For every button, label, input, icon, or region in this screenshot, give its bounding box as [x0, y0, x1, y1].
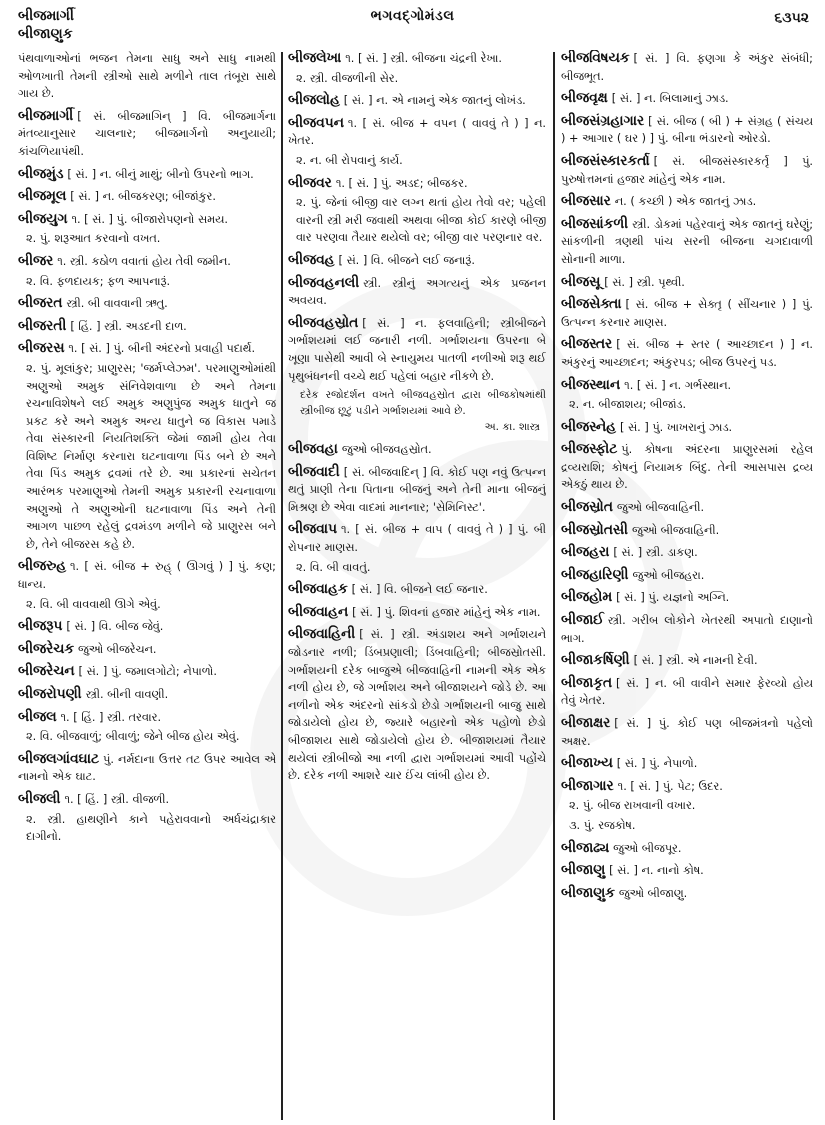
dictionary-entry	[18, 663, 276, 681]
entry-sense: ૨. પું. મૂલાંકુર; પ્રાણુરસ; 'જર્મપ્લેઝમ'. પરમાણુઓમાંથી અણુઓ અમુક સંનિવેશવાળા છે અને તેમના રચનાવિશેષને લઈ અમુક અણુપુંજ અમુક ધાતુને જ પ્રકટ કરે અને અમુક અન્ય ધાતુને જ વિકાસ પમાડે તેવા સંસ્કારની નિયતિશક્તિ જેમાં જામી હોય તેવા વિશિષ્ટ નિર્માણ કરનારા ઘટનાવાળા પિંડ બને છે અને તેવા પિંડ અમુક દ્રવમાં તરે છે. આ પ્રકારનાં સચેતન આરંભક પરમાણુઓ તેમની અમુક પ્રકારની રચનાવાળા અણુઓ તે અણુઓની ઘટનાવાળા પિંડ અને તેની આગળ પાછળ રહેલું દ્રવમંડળ મળીને જે પ્રાણુરસ બને છે, તેને બીજરસ કહે છે.	[26, 361, 276, 551]
entry-definition: સ્ત્રી. બી વાવવાની ઋતુ.	[66, 297, 168, 311]
dictionary-entry	[18, 108, 276, 161]
entry-definition: સ્ત્રી. સ્ત્રીનું અગત્યનું એક પ્રજનન અવયવ.	[288, 276, 546, 308]
entry-headword: બીજસાંકળી	[561, 215, 629, 232]
entry-headword: બીજલગાંવઘાટ	[18, 750, 99, 767]
dictionary-entry	[288, 521, 546, 576]
entry-definition: [ સં. ] સ્ત્રી. ડાકણ.	[613, 546, 698, 560]
entry-headword: બીજવાદી	[288, 463, 340, 480]
entry-definition: [ સં. ] વિ. બીજ જેવું.	[66, 620, 164, 634]
dictionary-entry	[288, 604, 546, 622]
entry-headword: બીજવહ	[288, 251, 335, 268]
entry-definition: ન. ( કચ્છી ) એક જાતનું ઝાડ.	[614, 195, 757, 209]
entry-headword: બીજસ્ફોટ	[561, 441, 618, 458]
entry-headword: બીજાઈ	[561, 612, 604, 629]
dictionary-entry	[561, 612, 813, 647]
dictionary-entry	[561, 862, 813, 880]
dictionary-entry	[18, 686, 276, 704]
entry-headword: બીજમુંડ	[18, 165, 64, 182]
entry-headword: બીજવૃક્ષ	[561, 90, 608, 107]
entry-sense: ૨. વિ. બી વાવતું.	[296, 560, 371, 574]
entry-headword: બીજલેખા	[288, 50, 342, 66]
dictionary-entry	[288, 441, 546, 459]
dictionary-entry	[288, 50, 546, 87]
entry-headword: બીજલી	[18, 790, 61, 807]
dictionary-entry	[288, 275, 546, 310]
entry-headword: બીજસંગ્રહાગાર	[561, 112, 645, 129]
entry-headword: બીજાણુ	[561, 862, 606, 879]
entry-headword: બીજાઢ્ય	[561, 839, 610, 856]
entry-headword: બીજસ્તર	[561, 336, 613, 353]
entry-definition: [ સં. બીજ + સેક્તૃ ( સીંચનાર ) ] પું. ઉત્પન્ન કરનાર માણસ.	[561, 298, 813, 329]
entry-definition: ૧. [ હિં. ] સ્ત્રી. વીજળી.	[64, 792, 170, 806]
dictionary-entry	[561, 755, 813, 773]
page-header	[0, 0, 825, 46]
dictionary-entry	[561, 216, 813, 269]
entry-headword: બીજહરા	[561, 544, 610, 561]
dictionary-entry	[288, 581, 546, 599]
entry-headword: બીજરસ	[18, 340, 65, 357]
entry-headword: બીજવર	[288, 174, 332, 191]
entry-headword: બીજાખ્ય	[561, 755, 613, 772]
entry-headword: બીજસ્રોત	[561, 499, 613, 516]
entry-headword: બીજલોહ	[288, 92, 340, 109]
entry-headword: બીજસેક્તા	[561, 296, 622, 313]
entry-definition: જુઓ બીજવાહિની.	[616, 501, 705, 515]
dictionary-entry	[561, 90, 813, 108]
entry-definition: સ્ત્રી. ગરીબ લોકોને ખેતરથી અપાતો દાણાનો ભાગ.	[561, 614, 813, 645]
entry-definition: [ સં. ] ન. એ નામનું એક જાતનું લોખંડ.	[343, 94, 526, 108]
column-1	[18, 50, 276, 1122]
entry-definition: ૧. [ સં. ] પું. બીની અંદરનો પ્રવાહી પદાર્થ.	[68, 342, 256, 356]
dictionary-entry	[561, 567, 813, 585]
guide-word-first: બીજમાર્ગી	[18, 8, 75, 24]
entry-headword: બીજમૂલ	[18, 188, 67, 205]
column-2	[288, 50, 546, 1122]
entry-headword: બીજવહા	[288, 441, 338, 458]
entry-definition: [ સં. ] ન. ફલવાહિની; સ્ત્રીબીજને ગર્ભાશયમાં લઈ જનારી નળી. ગર્ભાશયના ઉપરના બે ખૂણા પાસેથી આવી બે સ્નાયુમય પાતળી નળીઓ શરૂ થઈ પૃથુબંધનની વચ્ચે થઈ પહેલાં બહાર નીકળે છે.	[288, 316, 546, 383]
entry-headword: બીજસૂ	[561, 273, 601, 290]
entry-definition: ૧. [ સં. ] સ્ત્રી. બીજના ચંદ્રની રેખા.	[345, 52, 503, 65]
dictionary-entry	[561, 652, 813, 670]
entry-definition: [ સં. બીજવાદિન્ ] વિ. કોઈ પણ નવું ઉત્પન્ન થતું પ્રાણી તેના પિતાના બીજનું અને તેની માના બીજનું મિશ્રણ છે એવા વાદમાં માનનાર; 'સેમિનિસ્ટ'.	[288, 465, 546, 514]
dictionary-entry	[18, 340, 276, 553]
dictionary-entry	[288, 175, 546, 247]
dictionary-entry	[288, 115, 546, 170]
entry-sense: ૨. સ્ત્રી. વીજળીની સેર.	[296, 71, 399, 85]
entry-definition: ૧. સ્ત્રી. કઠોળ વવાતાં હોય તેવી જમીન.	[57, 254, 231, 268]
entry-definition: ૧. [ સં. ] ન. ગર્ભસ્થાન.	[624, 378, 732, 392]
entry-headword: બીજાણુક	[561, 884, 615, 901]
dictionary-entry	[561, 419, 813, 437]
entry-sense: ૨. ન. બી રોપવાનું કાર્ય.	[296, 153, 403, 167]
entry-definition: [ સં. ] પું. શિવનાં હજાર માંહેનું એક નામ.	[352, 605, 541, 619]
entry-headword: બીજાગાર	[561, 777, 614, 794]
dictionary-entry	[288, 252, 546, 270]
entry-definition: જુઓ બીજપૂર.	[613, 841, 682, 855]
dictionary-entry	[18, 295, 276, 313]
entry-headword: બીજાક્ષર	[561, 715, 611, 731]
entry-headword: બીજવાહન	[288, 603, 349, 620]
entry-definition: [ સં. ] ન. બી વાવીને સમાર ફેરવ્યો હોય તેવું ખેતર.	[561, 676, 813, 708]
entry-definition: [ સં. ] પું. કોઈ પણ બીજમંત્રનો પહેલો અક્ષર.	[561, 717, 813, 748]
entry-definition: [ સં. ] ન. બીજકરણ; બીજાંકુર.	[70, 190, 216, 204]
dictionary-entry	[18, 211, 276, 248]
quote-source: અ. કા. શાસ્ત્ર	[484, 421, 540, 434]
dictionary-entry	[561, 499, 813, 517]
entry-definition: જુઓ બીજવહસ્રોત.	[341, 443, 432, 457]
entry-definition: ૧. [ સં. બીજ + રુહ્ ( ઊગવું ) ] પું. કણ; ધાન્ય.	[18, 560, 276, 592]
entry-headword: બીજરત	[18, 295, 63, 312]
entry-definition: [ સં. બીજ ( બી ) + સંગ્રહ ( સંચય ) + આગાર ( ઘર ) ] પું. બીના ભંડારનો ઓરડો.	[561, 114, 813, 146]
dictionary-entry	[561, 778, 813, 835]
dictionary-entry	[561, 274, 813, 292]
entry-sense: ૨. સ્ત્રી. હાથણીને કાને પહેરાવવાનો અર્ધચંદ્રાકાર દાગીનો.	[26, 812, 276, 844]
column-3	[561, 50, 813, 1122]
entry-headword: બીજવિષયક	[561, 50, 630, 66]
entry-headword: બીજસંસ્કારકર્તા	[561, 152, 650, 169]
dictionary-entry	[18, 253, 276, 290]
dictionary-entry	[561, 377, 813, 414]
entry-definition: [ સં. ] પું. જમાલગોટો; નેપાળો.	[78, 665, 217, 679]
entry-definition: જુઓ બીજરેચન.	[78, 642, 157, 656]
entry-definition: [ સં. ] ન. બિલામાનું ઝાડ.	[611, 92, 729, 106]
entry-definition: [ સં. બીજ + સ્તર ( આચ્છાદન ) ] ન. અંકુરનું આચ્છાદન; અંકુરપડ; બીજ ઉપરનું પડ.	[561, 338, 813, 369]
dictionary-entry	[561, 885, 813, 903]
dictionary-entry	[18, 791, 276, 846]
dictionary-entry	[288, 626, 546, 784]
dictionary-entry	[18, 188, 276, 206]
dictionary-entry	[18, 618, 276, 636]
entry-definition: ૧. [ સં. ] પું. અડદ; બીજકર.	[335, 176, 468, 190]
entry-sense: ૨. ન. બીજાશય; બીજાંડ.	[569, 398, 687, 412]
entry-headword: બીજવાહક	[288, 581, 348, 598]
entry-definition: [ સં. બીજમાગિન્ ] વિ. બીજમાર્ગના મંતવ્યાનુસાર ચાલનાર; બીજમાર્ગનો અનુયાયી; કાંચળિયાપંથી.	[18, 109, 276, 158]
entry-definition: ૧. [ હિં. ] સ્ત્રી. તરવાર.	[60, 710, 162, 724]
dictionary-entry	[561, 153, 813, 188]
entry-headword: બીજરૂપ	[18, 618, 63, 635]
dictionary-entry	[561, 589, 813, 607]
entry-headword: બીજલ	[18, 708, 57, 725]
entry-definition: [ હિં. ] સ્ત્રી. અડદની દાળ.	[70, 319, 187, 333]
entry-headword: બીજાકૃત	[561, 674, 612, 691]
entry-sense: ૨. વિ. બીજવાળું; બીવાળું; જેને બીજ હોય એવું.	[26, 730, 240, 744]
entry-definition: જુઓ બીજવાહિની.	[631, 523, 720, 537]
dictionary-entry	[561, 441, 813, 494]
dictionary-entry	[288, 92, 546, 110]
quote-text: દરેક રજોદર્શન વખતે બીજવહસ્રોત દ્વારા બીજકોષમાંથી સ્ત્રીબીજ છૂટું પડીને ગર્ભાશયમાં આવે છે.	[300, 389, 546, 418]
entry-definition: ૧. [ સં. ] પું. બીજારોપણનો સમય.	[71, 212, 228, 226]
entry-sense: ૨. પું. શરૂઆત કરવાનો વખત.	[26, 232, 161, 246]
dictionary-entry	[18, 558, 276, 613]
entry-headword: બીજરતી	[18, 317, 67, 334]
entry-headword: બીજર	[18, 252, 54, 269]
usage-quote	[300, 387, 546, 435]
entry-definition: જુઓ બીજાણુ.	[618, 886, 688, 900]
entry-definition: [ સં. ] ન. બીનું માથું; બીનો ઉપરનો ભાગ.	[67, 167, 254, 181]
entry-definition: [ સં. ] સ્ત્રી. અંડાશય અને ગર્ભાશયને જોડનાર નળી; ડિંબપ્રણાલી; ડિંબવાહિની; બીજસ્રોતસી. ગર્ભાશયની દરેક બાજુએ બીજવાહિની નામની એક એક નળી હોય છે, જે ગર્ભાશય અને બીજાશયને જોડે છે. આ નળીનો એક અંદરનો સાંકડો છેડો ગર્ભાશયની બાજુ સાથે જોડાયેલો હોય છે, જ્યારે બહારનો એક પહોળો છેડો બીજાશય સાથે જોડાયેલો હોય છે. બીજાશયમાં તૈયાર થયેલાં સ્ત્રીબીજો આ નળી દ્વારા ગર્ભાશયમાં આવી પહોંચે છે. દરેક નળી આશરે ચાર ઈંચ લાંબી હોય છે.	[288, 628, 546, 783]
dictionary-entry	[18, 709, 276, 746]
entry-sense: ૩. પું. રજકોષ.	[569, 818, 636, 832]
dictionary-entry	[561, 715, 813, 750]
dictionary-entry	[288, 315, 546, 435]
dictionary-entry	[561, 50, 813, 85]
dictionary-entry	[561, 193, 813, 211]
entry-headword: બીજસ્નેહ	[561, 418, 616, 435]
entry-sense: ૨. વિ. બી વાવવાથી ઊગે એવું.	[26, 597, 161, 611]
entry-headword: બીજહોમ	[561, 589, 613, 606]
entry-headword: બીજહારિણી	[561, 566, 629, 583]
entry-definition: [ સં. ] ન. નાનો કોષ.	[609, 864, 704, 878]
entry-continuation: પંથવાળાઓનાં ભજન તેમના સાધુ અને સાધુ નામથી ઓળખાતી તેમની સ્ત્રીઓ સાથે મળીને તાલ તંબૂરા સાથે ગાય છે.	[18, 52, 276, 101]
entry-headword: બીજવહસ્રોત	[288, 314, 359, 331]
entry-headword: બીજરેચક	[18, 640, 74, 657]
entry-definition: [ સં. ] સ્ત્રી. એ નામની દેવી.	[633, 654, 758, 668]
guide-word-last: બીજાણુક	[18, 26, 73, 42]
dictionary-entry	[561, 113, 813, 148]
entry-headword: બીજવપન	[288, 114, 344, 131]
page-number: ૬૩૫૨	[774, 10, 809, 26]
entry-sense: ૨. વિ. ફળદાયક; ફળ આપનારૂં.	[26, 274, 171, 288]
dictionary-entry	[18, 751, 276, 786]
entry-headword: બીજવહનલી	[288, 274, 360, 291]
dictionary-entry	[18, 166, 276, 184]
entry-headword: બીજસ્થાન	[561, 376, 621, 393]
entry-headword: બીજવાપ	[288, 521, 338, 538]
entry-definition: [ સં. બીજસંસ્કારકર્તૃ ] પું. પુરુષોત્તમનાં હજાર માંહેનું એક નામ.	[561, 154, 813, 186]
entry-definition: ૧. [ સં. ] પું. પેટ; ઉદર.	[617, 779, 723, 793]
entry-definition: સ્ત્રી. બીની વાવણી.	[85, 688, 169, 701]
entry-headword: બીજરોપણી	[18, 686, 82, 702]
entry-headword: બીજસ્રોતસી	[561, 521, 628, 538]
entry-definition: [ સં. ] વિ. બીજને લઈ જનાર.	[351, 583, 488, 597]
entry-headword: બીજયુગ	[18, 210, 68, 227]
dictionary-entry	[561, 296, 813, 331]
entry-headword: બીજસાર	[561, 193, 611, 210]
dictionary-entry	[18, 318, 276, 336]
dictionary-entry	[561, 675, 813, 710]
entry-definition: જુઓ બીજહરા.	[632, 568, 705, 582]
dictionary-entry	[18, 641, 276, 659]
entry-definition: ૧. [ સં. બીજ + વાપ ( વાવવું તે ) ] પું. બી રોપનાર માણસ.	[288, 523, 546, 555]
entry-definition: ૧. [ સં. બીજ + વપન ( વાવવું તે ) ] ન. ખેતર.	[288, 116, 546, 148]
entry-sense: ૨. પું. બીજ રાખવાની વખાર.	[569, 799, 696, 813]
entry-headword: બીજમાર્ગી	[18, 107, 74, 124]
dictionary-columns	[0, 50, 825, 1125]
dictionary-entry	[561, 544, 813, 562]
entry-definition: [ સં. ] પું. યજ્ઞનો અગ્નિ.	[616, 591, 730, 605]
entry-sense: ૨. પું. જેનાં બીજી વાર લગ્ન થતાં હોય તેવો વર; પહેલી વારની સ્ત્રી મરી જવાથી અથવા બીજા કોઈ કારણે બીજી વાર પરણવા તૈયાર થયેલો વર; બીજી વાર પરણનાર વર.	[296, 196, 546, 245]
entry-headword: બીજાકર્ષિણી	[561, 652, 630, 669]
entry-definition: [ સં. ] વિ. ફણગા કે અંકુર સંબંધી; બીજભૂત.	[561, 52, 813, 83]
dictionary-entry	[561, 522, 813, 540]
entry-definition: [ સં. ] સ્ત્રી. પૃથ્વી.	[604, 275, 685, 289]
dictionary-entry	[561, 336, 813, 371]
entry-headword: બીજવાહિની	[288, 626, 356, 643]
dictionary-entry	[561, 840, 813, 858]
entry-definition: પું. કોષના અંદરના પ્રાણુરસમાં રહેલ દ્રવ્યરાશિ; કોષનું નિયામક બિંદુ. તેની આસપાસ દ્રવ્ય એકઠું થાય છે.	[561, 443, 813, 492]
entry-definition: [ સં. ] વિ. બીજને લઈ જનારૂં.	[338, 253, 475, 267]
entry-definition: સ્ત્રી. ડોકમાં પહેરવાનું એક જાતનું ઘરેણું; સાંકળીની ત્રણથી પાંચ સરની બીજના ચગદાવાળી સોનાની માળા.	[561, 217, 813, 266]
entry-definition: [ સં. ] પું. નેપાળો.	[616, 757, 698, 771]
entry-headword: બીજરેચન	[18, 663, 75, 680]
entry-headword: બીજરુહ	[18, 558, 66, 575]
entry-definition: પું. નર્મદાના ઉત્તર તટ ઉપર આવેલ એ નામનો એક ઘાટ.	[18, 752, 276, 784]
entry-definition: [ સં. ] પું. ખાખરાનું ઝાડ.	[620, 420, 733, 434]
dictionary-entry	[288, 464, 546, 517]
running-title: ભગવદ્ગોમંડલ	[370, 8, 455, 24]
